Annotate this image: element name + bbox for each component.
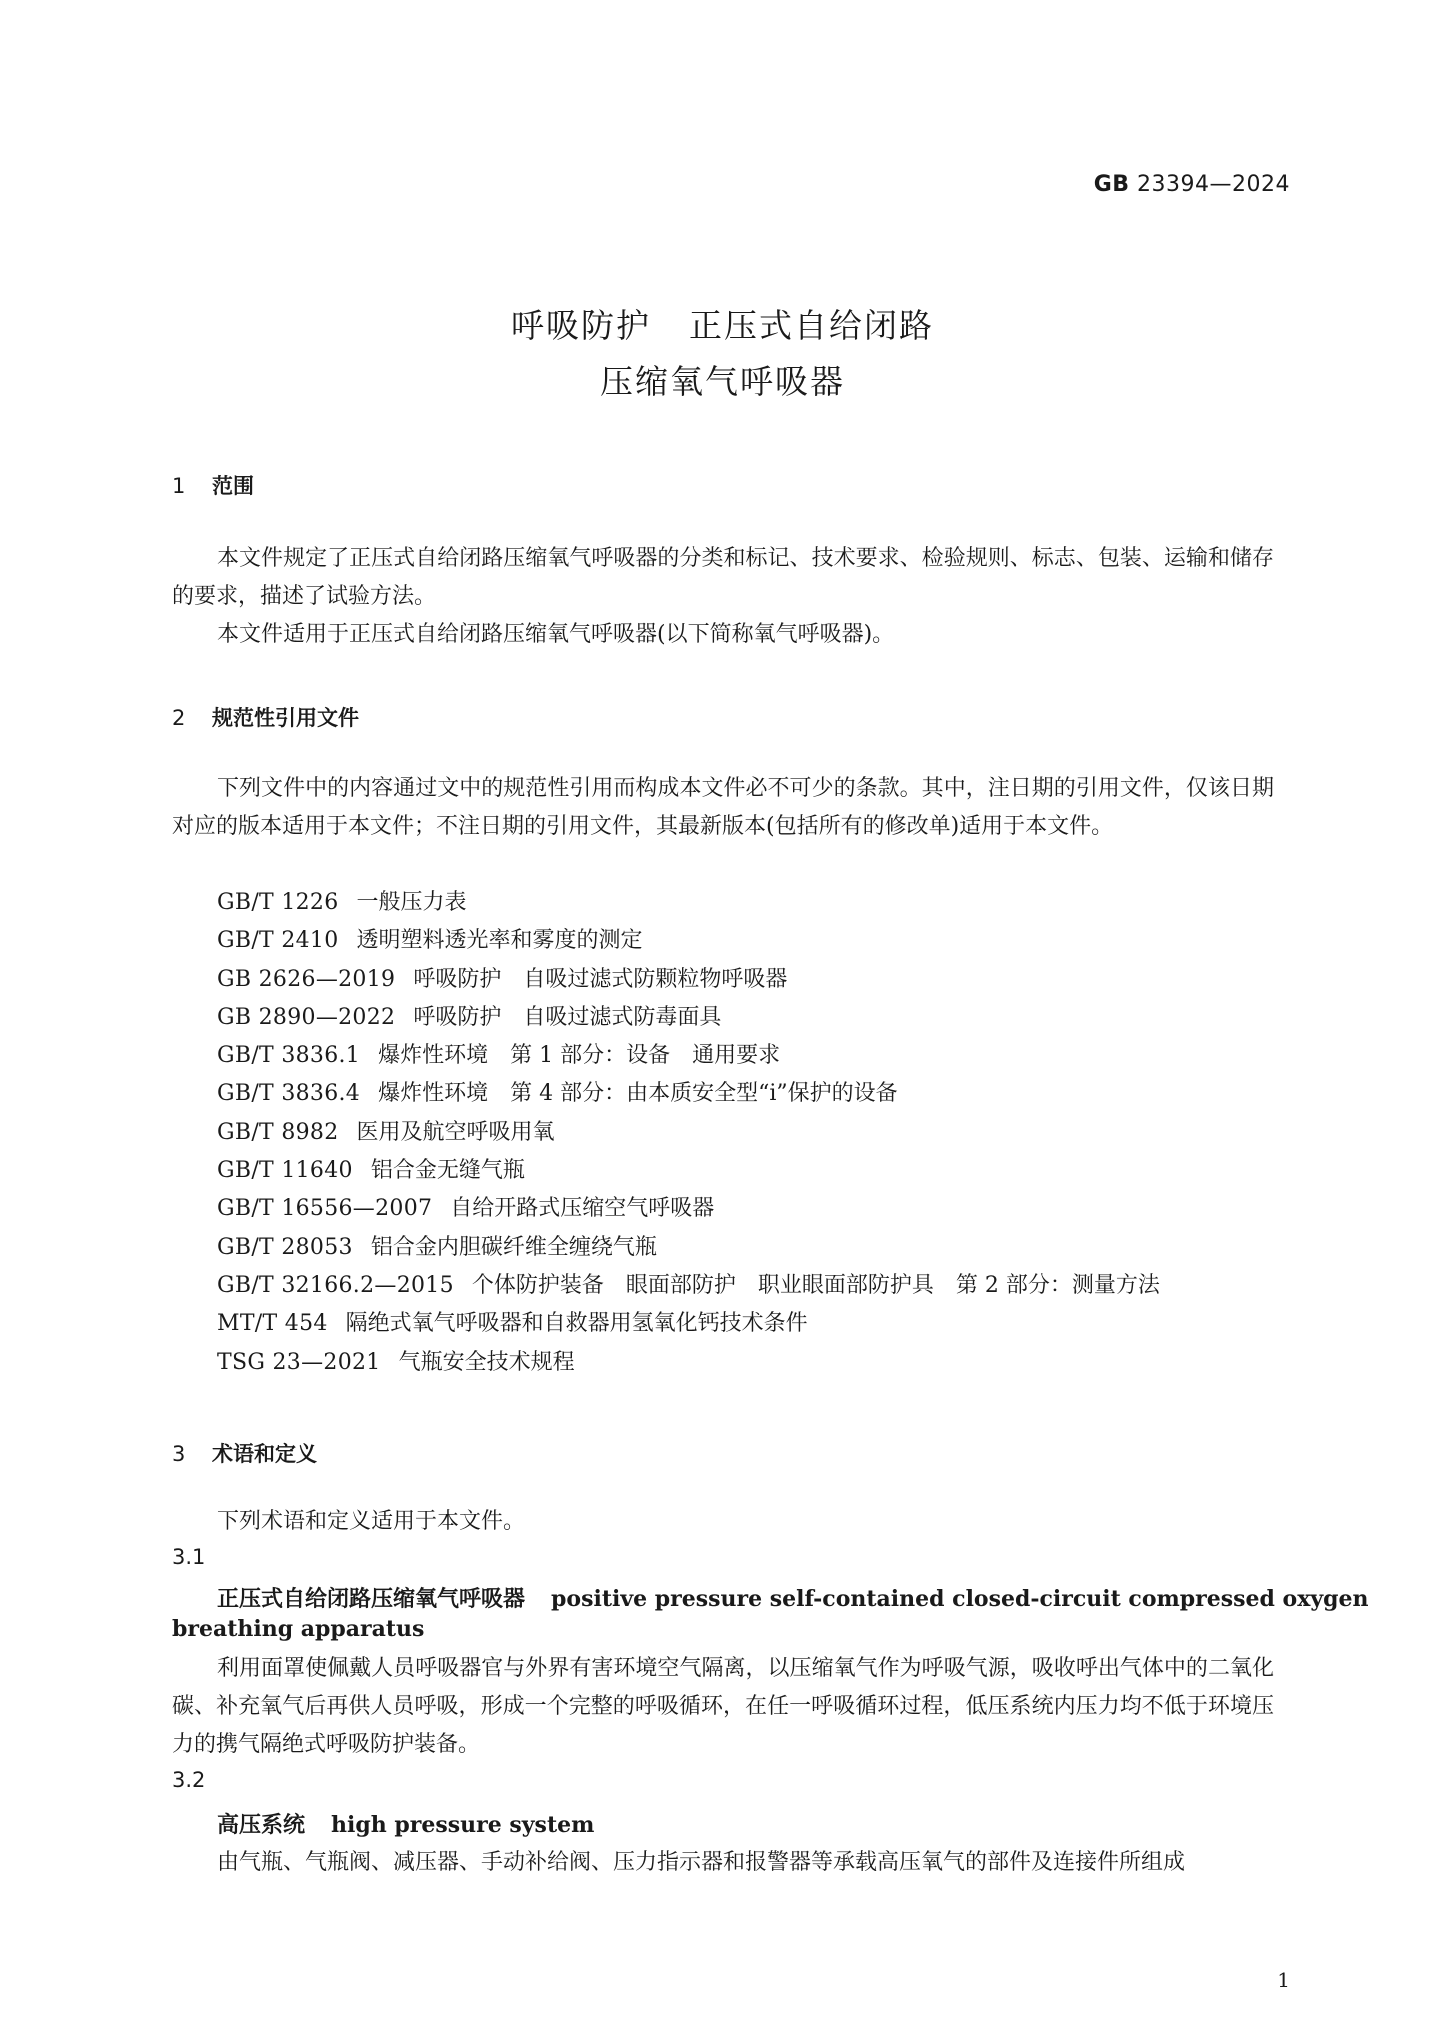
term-number: 3.2 xyxy=(172,1768,206,1792)
reference-item xyxy=(217,1075,1160,1113)
reference-title: 透明塑料透光率和雾度的测定 xyxy=(356,928,643,954)
reference-item xyxy=(217,961,1160,999)
reference-item xyxy=(217,1305,1160,1343)
paragraph: 下列文件中的内容通过文中的规范性引用而构成本文件必不可少的条款。其中，注日期的引用文件，仅该日期对应的版本适用于本文件；不注日期的引用文件，其最新版本(包括所有的修改单)适用于本文件。 xyxy=(172,776,1274,839)
document-title-line2: 压缩氧气呼吸器 xyxy=(600,362,845,401)
term-en-continued: breathing apparatus xyxy=(172,1616,425,1642)
standard-number xyxy=(1094,172,1290,197)
reference-item xyxy=(217,1152,1160,1190)
reference-code: GB/T 11640 xyxy=(217,1158,353,1184)
reference-code: GB/T 32166.2—2015 xyxy=(217,1272,454,1298)
reference-item xyxy=(217,1037,1160,1075)
standard-prefix: GB xyxy=(1093,172,1130,197)
reference-code: GB/T 3836.1 xyxy=(217,1043,361,1069)
reference-title: 爆炸性环境 第 4 部分：由本质安全型“i”保护的设备 xyxy=(378,1081,898,1107)
reference-code: TSG 23—2021 xyxy=(217,1349,381,1375)
section-number: 2 xyxy=(172,706,186,730)
reference-item xyxy=(217,884,1160,922)
reference-title: 铝合金内胆碳纤维全缠绕气瓶 xyxy=(370,1234,657,1260)
term-zh: 正压式自给闭路压缩氧气呼吸器 xyxy=(217,1587,526,1612)
reference-item xyxy=(217,922,1160,960)
title-part-b: 正压式自给闭路 xyxy=(689,306,934,345)
term-definition: 利用面罩使佩戴人员呼吸器官与外界有害环境空气隔离，以压缩氧气作为呼吸气源，吸收呼出气体中的二氧化碳、补充氧气后再供人员呼吸，形成一个完整的呼吸循环，在任一呼吸循环过程，低压系统内压力均不低于环境压力的携气隔绝式呼吸防护装备。 xyxy=(172,1656,1274,1757)
section-title: 术语和定义 xyxy=(212,1442,317,1466)
reference-code: GB/T 16556—2007 xyxy=(217,1196,433,1222)
reference-item xyxy=(217,999,1160,1037)
term-definition: 由气瓶、气瓶阀、减压器、手动补给阀、压力指示器和报警器等承载高压氧气的部件及连接件所组成 xyxy=(217,1850,1186,1875)
reference-item xyxy=(217,1190,1160,1228)
term-heading xyxy=(217,1582,1369,1613)
section-number: 3 xyxy=(172,1442,186,1466)
section-heading-3 xyxy=(172,1438,317,1468)
reference-item xyxy=(217,1114,1160,1152)
standard-code: 23394—2024 xyxy=(1137,172,1290,197)
term-en: high pressure system xyxy=(331,1812,595,1838)
reference-item xyxy=(217,1267,1160,1305)
section-heading-1 xyxy=(172,470,254,500)
reference-title: 个体防护装备 眼面部防护 职业眼面部防护具 第 2 部分：测量方法 xyxy=(471,1272,1160,1298)
term-number: 3.1 xyxy=(172,1545,206,1569)
reference-code: GB/T 8982 xyxy=(217,1119,339,1145)
reference-title: 呼吸防护 自吸过滤式防颗粒物呼吸器 xyxy=(413,966,788,992)
paragraph: 下列术语和定义适用于本文件。 xyxy=(217,1509,526,1534)
reference-title: 爆炸性环境 第 1 部分：设备 通用要求 xyxy=(378,1043,781,1069)
reference-item xyxy=(217,1344,1160,1382)
reference-code: MT/T 454 xyxy=(217,1311,328,1337)
reference-code: GB/T 1226 xyxy=(217,890,339,915)
term-heading xyxy=(217,1808,594,1839)
reference-item xyxy=(217,1229,1160,1267)
reference-list xyxy=(217,884,1160,1382)
reference-code: GB/T 28053 xyxy=(217,1234,353,1260)
reference-code: GB/T 2410 xyxy=(217,928,339,954)
reference-title: 呼吸防护 自吸过滤式防毒面具 xyxy=(413,1004,722,1030)
paragraph: 本文件规定了正压式自给闭路压缩氧气呼吸器的分类和标记、技术要求、检验规则、标志、包装、运输和储存的要求，描述了试验方法。 xyxy=(172,546,1274,609)
reference-title: 一般压力表 xyxy=(356,890,467,915)
term-en: positive pressure self-contained closed-circuit compressed oxygen xyxy=(551,1586,1369,1612)
reference-title: 隔绝式氧气呼吸器和自救器用氢氧化钙技术条件 xyxy=(345,1311,808,1337)
term-zh: 高压系统 xyxy=(217,1813,306,1838)
reference-title: 铝合金无缝气瓶 xyxy=(370,1158,525,1184)
reference-title: 自给开路式压缩空气呼吸器 xyxy=(450,1196,715,1222)
reference-code: GB/T 3836.4 xyxy=(217,1081,361,1107)
reference-title: 医用及航空呼吸用氧 xyxy=(356,1119,555,1145)
reference-code: GB 2890—2022 xyxy=(217,1004,396,1030)
paragraph: 本文件适用于正压式自给闭路压缩氧气呼吸器(以下简称氧气呼吸器)。 xyxy=(217,622,895,647)
section-number: 1 xyxy=(172,474,186,498)
section-title: 范围 xyxy=(212,474,254,498)
page-number: 1 xyxy=(1277,1968,1290,1992)
section-title: 规范性引用文件 xyxy=(212,706,359,730)
title-part-a: 呼吸防护 xyxy=(511,306,651,345)
reference-title: 气瓶安全技术规程 xyxy=(398,1349,575,1375)
reference-code: GB 2626—2019 xyxy=(217,966,396,992)
section-heading-2 xyxy=(172,702,359,732)
document-title-line1 xyxy=(0,300,1445,347)
